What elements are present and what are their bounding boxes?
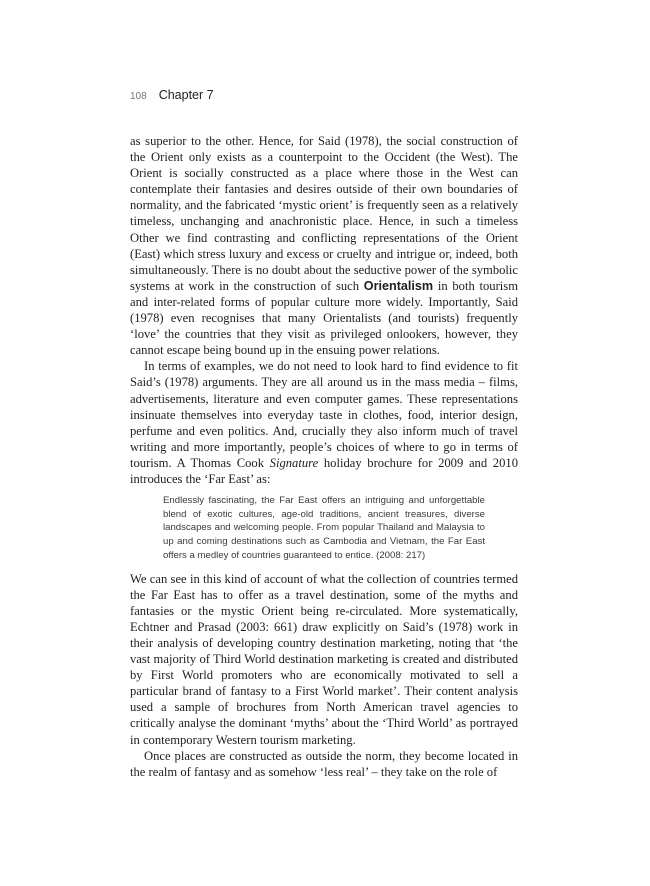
- running-header: [130, 88, 214, 102]
- key-term-orientalism: Orientalism: [363, 278, 434, 293]
- page-number: 108: [130, 91, 147, 102]
- paragraph-4: Once places are constructed as outside the norm, they become located in the realm of fantasy and as somehow ‘less real’ – they take on the role of: [130, 748, 518, 779]
- paragraph-1: [130, 133, 518, 358]
- chapter-title: Chapter 7: [158, 88, 214, 102]
- paragraph-2-text-b: holiday brochure for 2009 and 2010 introduces the ‘Far East’ as:: [130, 455, 518, 486]
- paragraph-1-text-b: in both tourism and inter-related forms of popular culture more widely. Importantly, Said (1978) even recognises that many Orientalists (and tourists) frequently ‘love’ the countries that they visit as privileged onlookers, however, they cannot escape being bound up in the ensuing power relations.: [130, 278, 518, 358]
- paragraph-1-text-a: as superior to the other. Hence, for Said (1978), the social construction of the Orient only exists as a counterpoint to the Occident (the West). The Orient is socially constructed as a place where those in the West can contemplate their fantasies and desires outside of their own boundaries of normality, and the fabricated ‘mystic orient’ is frequently seen as a relatively timeless, unchanging and anachronistic place. Hence, in such a timeless Other we find contrasting and conflicting representations of the Orient (East) which stress luxury and excess or cruelty and intrigue or, indeed, both simultaneously. There is no doubt about the seductive power of the symbolic systems at work in the construction of such: [130, 134, 518, 293]
- page-body: [130, 133, 518, 780]
- paragraph-2: [130, 358, 518, 487]
- block-quote: Endlessly fascinating, the Far East offers an intriguing and unforgettable blend of exotic cultures, age-old traditions, ancient treasures, diverse landscapes and welcoming people. From popular Thailand and Malaysia to up and coming destinations such as Cambodia and Vietnam, the Far East offers a medley of countries guaranteed to entice. (2008: 217): [163, 495, 485, 561]
- paragraph-3: We can see in this kind of account of what the collection of countries termed the Far East has to offer as a travel destination, some of the myths and fantasies or the mystic Orient being re-circulated. More systematically, Echtner and Prasad (2003: 661) draw explicitly on Said’s (1978) work in their analysis of developing country destination marketing, noting that ‘the vast majority of Third World destination marketing is created and distributed by First World promoters who are economically motivated to sell a particular brand of fantasy to a First World market’. Their content analysis used a sample of brochures from North American travel agencies to critically analyse the dominant ‘myths’ about the ‘Third World’ as portrayed in contemporary Western tourism marketing.: [130, 571, 518, 747]
- brochure-name: Signature: [269, 455, 319, 470]
- paragraph-2-text-a: In terms of examples, we do not need to look hard to find evidence to fit Said’s (1978) arguments. They are all around us in the mass media – films, advertisements, literature and even computer games. These representations insinuate themselves into everyday taste in clothes, food, interior design, perfume and even politics. And, crucially they also inform much of travel writing and more importantly, people’s choices of where to go in terms of tourism. A Thomas Cook: [130, 359, 518, 470]
